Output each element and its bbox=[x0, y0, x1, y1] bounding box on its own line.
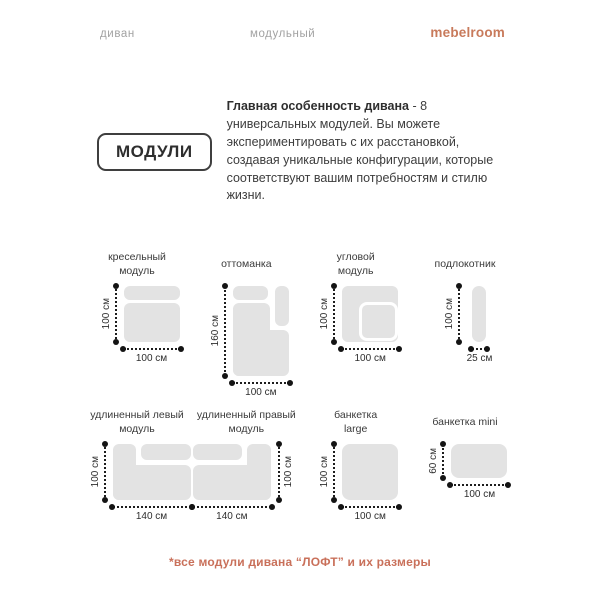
shape-stack bbox=[193, 444, 271, 522]
height-dimension-line bbox=[115, 286, 117, 342]
modules-row-2 bbox=[85, 407, 517, 522]
height-dimension-label: 100 см bbox=[319, 456, 331, 488]
shape-stack bbox=[342, 444, 398, 522]
module-name bbox=[197, 407, 296, 437]
module-name bbox=[337, 249, 375, 279]
shape-part bbox=[124, 303, 180, 342]
shape-stack bbox=[467, 286, 493, 364]
width-dimension-line bbox=[124, 348, 180, 350]
module-name-line: удлиненный левый bbox=[90, 408, 184, 421]
width-dimension bbox=[467, 348, 493, 364]
width-dimension bbox=[451, 484, 507, 500]
module-name-line: модуль bbox=[119, 423, 155, 435]
intro-section bbox=[97, 98, 515, 205]
module-name bbox=[432, 407, 497, 437]
width-dimension-line bbox=[113, 506, 191, 508]
brand-logo: mebelroom bbox=[430, 25, 505, 40]
module-name bbox=[90, 407, 184, 437]
module-name bbox=[334, 407, 377, 437]
width-dimension-label: 100 см bbox=[245, 387, 277, 398]
intro-paragraph bbox=[227, 98, 515, 205]
module-shape bbox=[342, 286, 398, 342]
module-diagram bbox=[422, 444, 507, 500]
module-name-line: подлокотник bbox=[434, 257, 496, 270]
module-name-line: угловой bbox=[336, 250, 375, 263]
module-shape bbox=[193, 444, 271, 500]
height-dimension-line bbox=[278, 444, 280, 500]
height-dimension bbox=[100, 286, 119, 342]
width-dimension-label: 100 см bbox=[354, 511, 386, 522]
height-dimension bbox=[89, 444, 108, 500]
modules-title-badge: МОДУЛИ bbox=[97, 133, 212, 171]
height-dimension-label: 160 см bbox=[209, 315, 221, 347]
height-dimension-label: 100 см bbox=[443, 298, 455, 330]
footnote: *все модули дивана “ЛОФТ” и их размеры bbox=[169, 555, 431, 569]
height-dimension bbox=[443, 286, 462, 342]
header-label-center: модульный bbox=[249, 28, 316, 40]
width-dimension bbox=[113, 506, 191, 522]
height-dimension bbox=[427, 444, 446, 478]
module-name-line: оттоманка bbox=[221, 257, 272, 270]
width-dimension-label: 100 см bbox=[135, 353, 168, 364]
height-dimension bbox=[209, 286, 228, 376]
module-diagram bbox=[193, 444, 300, 522]
module-shape bbox=[124, 286, 180, 342]
module-diagram bbox=[438, 286, 493, 364]
module-diagram bbox=[95, 286, 180, 364]
module-name-line: модуль bbox=[228, 423, 265, 435]
module-diagram bbox=[313, 444, 398, 522]
module-shape bbox=[342, 444, 398, 500]
height-dimension-line bbox=[333, 444, 335, 500]
width-dimension-line bbox=[233, 382, 289, 384]
width-dimension bbox=[342, 348, 398, 364]
shape-part bbox=[193, 444, 242, 460]
module-name bbox=[108, 249, 166, 279]
module-name bbox=[221, 249, 271, 279]
shape-part bbox=[362, 305, 396, 339]
width-dimension-line bbox=[342, 506, 398, 508]
module-shape bbox=[451, 444, 507, 478]
module-shape bbox=[472, 286, 486, 342]
module-name-line: large bbox=[343, 423, 368, 435]
module-name-line: модуль bbox=[337, 265, 374, 277]
height-dimension-label: 100 см bbox=[282, 456, 294, 488]
module-cell bbox=[85, 407, 189, 522]
shape-part bbox=[233, 286, 268, 300]
height-dimension-label: 60 см bbox=[428, 448, 440, 474]
height-dimension-label: 100 см bbox=[100, 298, 112, 330]
module-cell bbox=[194, 407, 298, 522]
shape-part bbox=[342, 444, 398, 500]
module-diagram bbox=[84, 444, 191, 522]
width-dimension-label: 100 см bbox=[354, 353, 386, 364]
module-name-line: модуль bbox=[119, 265, 155, 277]
shape-stack bbox=[113, 444, 191, 522]
shape-part bbox=[233, 330, 289, 376]
module-name-line: удлиненный правый bbox=[196, 408, 296, 421]
height-dimension bbox=[318, 444, 337, 500]
shape-stack bbox=[342, 286, 398, 364]
height-dimension-line bbox=[224, 286, 226, 376]
height-dimension-line bbox=[104, 444, 106, 500]
shape-part bbox=[124, 286, 180, 300]
intro-paragraph-rest: - 8 универсальных модулей. Вы можете экспериментировать с их расстановкой, создавая уникальные конфигурации, которые соответствуют вашим потребностям и стилю жизни. bbox=[226, 99, 494, 203]
module-cell bbox=[413, 407, 517, 522]
shape-part bbox=[275, 286, 288, 326]
width-dimension bbox=[124, 348, 180, 364]
module-name-line: банкетка bbox=[334, 408, 378, 421]
module-cell bbox=[85, 249, 189, 398]
height-dimension-line bbox=[458, 286, 460, 342]
module-shape bbox=[113, 444, 191, 500]
width-dimension bbox=[342, 506, 398, 522]
height-dimension-label: 100 см bbox=[319, 298, 331, 330]
shape-stack bbox=[451, 444, 507, 500]
shape-part bbox=[451, 444, 507, 478]
height-dimension-line bbox=[442, 444, 444, 478]
width-dimension bbox=[193, 506, 271, 522]
width-dimension-label: 140 см bbox=[216, 511, 248, 522]
height-dimension bbox=[276, 444, 295, 500]
modules-grid bbox=[85, 249, 517, 522]
module-diagram bbox=[313, 286, 398, 364]
module-shape bbox=[233, 286, 289, 376]
module-name-line: банкетка mini bbox=[432, 415, 498, 428]
page-header bbox=[100, 25, 505, 40]
module-cell bbox=[413, 249, 517, 398]
header-label-left: диван bbox=[100, 28, 135, 40]
width-dimension bbox=[233, 382, 289, 398]
shape-stack bbox=[124, 286, 180, 364]
width-dimension-label: 25 см bbox=[466, 353, 493, 364]
module-name bbox=[435, 249, 496, 279]
module-cell bbox=[304, 249, 408, 398]
intro-paragraph-bold: Главная особенность дивана bbox=[226, 99, 409, 113]
width-dimension-line bbox=[451, 484, 507, 486]
width-dimension-line bbox=[342, 348, 398, 350]
height-dimension-label: 100 см bbox=[89, 456, 101, 488]
module-diagram bbox=[204, 286, 289, 398]
height-dimension-line bbox=[333, 286, 335, 342]
module-cell bbox=[194, 249, 298, 398]
module-name-line: кресельный bbox=[108, 250, 166, 263]
shape-part bbox=[193, 465, 271, 500]
width-dimension-line bbox=[193, 506, 271, 508]
modules-row-1 bbox=[85, 249, 517, 398]
shape-stack bbox=[233, 286, 289, 398]
width-dimension-line bbox=[472, 348, 486, 350]
shape-part bbox=[141, 444, 190, 460]
height-dimension bbox=[318, 286, 337, 342]
shape-part bbox=[472, 286, 486, 342]
shape-part bbox=[113, 465, 191, 500]
width-dimension-label: 140 см bbox=[135, 511, 168, 522]
module-cell bbox=[304, 407, 408, 522]
width-dimension-label: 100 см bbox=[463, 489, 496, 500]
